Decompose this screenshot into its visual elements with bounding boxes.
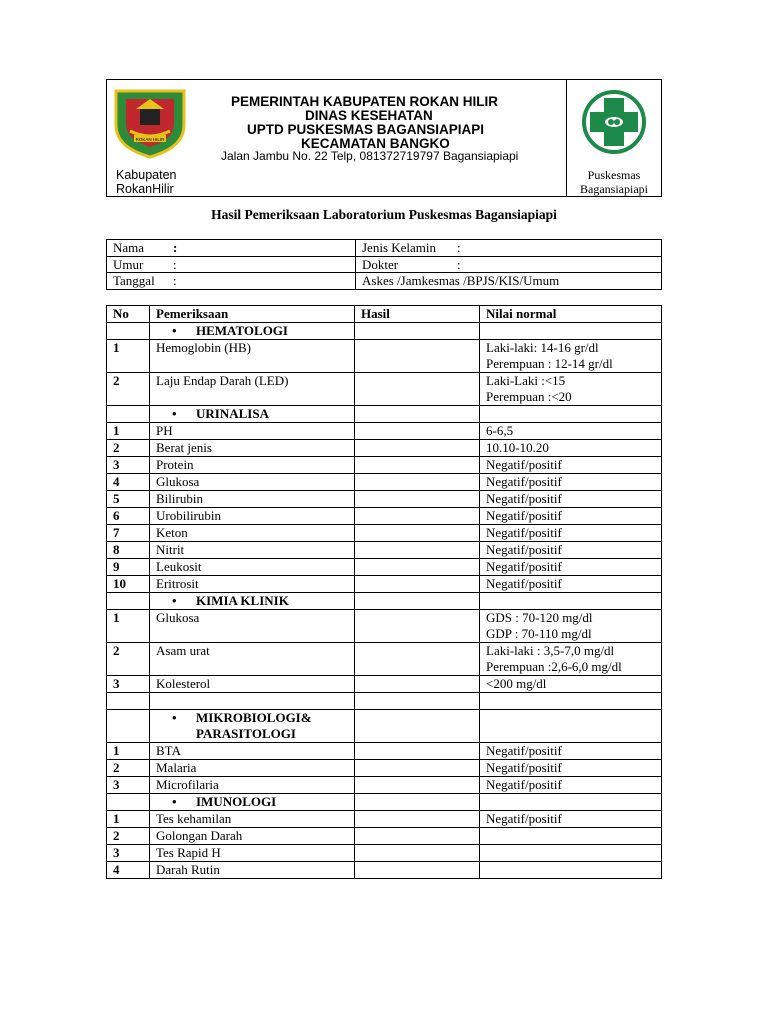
exam-name: Tes Rapid H: [150, 844, 355, 861]
result-cell: [355, 827, 480, 844]
table-row: [107, 810, 662, 827]
table-row: [107, 861, 662, 878]
section-label: URINALISA: [196, 406, 269, 421]
regency-emblem-icon: [112, 87, 188, 159]
table-row: [107, 373, 662, 406]
result-cell: [355, 423, 480, 440]
section-row: [107, 323, 662, 340]
normal-value: Negatif/positif: [480, 810, 662, 827]
result-cell: [355, 340, 480, 373]
header-hasil: Hasil: [355, 306, 480, 323]
bullet-icon: •: [172, 709, 177, 725]
exam-name: Tes kehamilan: [150, 810, 355, 827]
table-header-row: [107, 306, 662, 323]
table-row: [107, 491, 662, 508]
jenis-kelamin-label: Jenis Kelamin: [362, 240, 437, 256]
emblem-text: ROKAN HILIR: [135, 137, 165, 142]
section-row: [107, 793, 662, 810]
result-cell: [355, 776, 480, 793]
puskesmas-caption-line2: Bagansiapiapi: [580, 182, 648, 196]
result-cell: [355, 474, 480, 491]
patient-info-table: [106, 239, 662, 290]
puskesmas-logo-cell: [566, 80, 661, 196]
row-no: 2: [107, 643, 150, 676]
patient-row: [107, 256, 662, 273]
exam-name: Malaria: [150, 759, 355, 776]
header-pemeriksaan: Pemeriksaan: [150, 306, 355, 323]
row-no: 1: [107, 340, 150, 373]
umur-cell: [107, 256, 356, 273]
puskesmas-name: UPTD PUSKESMAS BAGANSIAPIAPI: [247, 122, 485, 137]
section-hematologi: [150, 323, 355, 340]
header-no: No: [107, 306, 150, 323]
row-no: 1: [107, 423, 150, 440]
normal-value: 10.10-10.20: [480, 440, 662, 457]
row-no: 3: [107, 457, 150, 474]
normal-value: Negatif/positif: [480, 457, 662, 474]
result-cell: [355, 810, 480, 827]
district-name: KECAMATAN BANGKO: [301, 136, 450, 151]
result-cell: [355, 491, 480, 508]
result-cell: [355, 844, 480, 861]
table-row: [107, 440, 662, 457]
regency-logo-cell: [107, 80, 197, 196]
section-label: HEMATOLOGI: [196, 323, 288, 338]
table-row: [107, 508, 662, 525]
exam-name: Microfilaria: [150, 776, 355, 793]
tanggal-sep: :: [173, 273, 177, 289]
normal-value: [480, 610, 662, 643]
tanggal-cell: [107, 273, 356, 290]
section-label: KIMIA KLINIK: [196, 593, 289, 608]
exam-name: Glukosa: [150, 610, 355, 643]
table-row: [107, 457, 662, 474]
result-cell: [355, 440, 480, 457]
result-cell: [355, 525, 480, 542]
normal-line: GDP : 70-110 mg/dl: [486, 626, 592, 641]
section-row: [107, 709, 662, 742]
exam-name: Nitrit: [150, 542, 355, 559]
exam-name: Berat jenis: [150, 440, 355, 457]
row-no: 1: [107, 810, 150, 827]
table-row: [107, 542, 662, 559]
bullet-icon: •: [172, 323, 177, 338]
row-no: 2: [107, 759, 150, 776]
jenis-kelamin-sep: :: [457, 240, 461, 256]
patient-row: [107, 240, 662, 257]
result-cell: [355, 542, 480, 559]
lab-results-table: [106, 305, 662, 879]
normal-value: Negatif/positif: [480, 742, 662, 759]
normal-value: Negatif/positif: [480, 759, 662, 776]
header-nilai-normal: Nilai normal: [480, 306, 662, 323]
puskesmas-caption-line1: Puskesmas: [587, 168, 641, 182]
section-label-line2: PARASITOLOGI: [196, 725, 296, 741]
row-no: 3: [107, 676, 150, 693]
document-title: Hasil Pemeriksaan Laboratorium Puskesmas Bagansiapiapi: [211, 207, 557, 222]
result-cell: [355, 457, 480, 474]
regency-caption-line1: Kabupaten: [116, 168, 177, 182]
row-no: 2: [107, 827, 150, 844]
nama-sep: :: [173, 240, 178, 256]
table-row: [107, 474, 662, 491]
result-cell: [355, 576, 480, 593]
row-no: 8: [107, 542, 150, 559]
normal-value: Negatif/positif: [480, 576, 662, 593]
exam-name: Eritrosit: [150, 576, 355, 593]
section-mikrobiologi: [150, 709, 355, 742]
row-no: 3: [107, 844, 150, 861]
table-row: [107, 423, 662, 440]
exam-name: Hemoglobin (HB): [150, 340, 355, 373]
normal-value: Negatif/positif: [480, 491, 662, 508]
normal-line: Perempuan :<20: [486, 389, 572, 404]
empty-row: [107, 693, 662, 710]
normal-value: Negatif/positif: [480, 474, 662, 491]
result-cell: [355, 643, 480, 676]
dokter-label: Dokter: [362, 256, 399, 272]
section-label: MIKROBIOLOGI&: [196, 709, 312, 725]
normal-value: [480, 827, 662, 844]
exam-name: Laju Endap Darah (LED): [150, 373, 355, 406]
table-row: [107, 742, 662, 759]
regency-caption-line2: RokanHilir: [116, 182, 174, 196]
patient-row: [107, 273, 662, 290]
section-row: [107, 406, 662, 423]
umur-label: Umur: [113, 256, 144, 272]
result-cell: [355, 610, 480, 643]
government-name: PEMERINTAH KABUPATEN ROKAN HILIR: [231, 94, 498, 109]
row-no: 4: [107, 861, 150, 878]
nama-label: Nama: [113, 240, 145, 256]
exam-name: PH: [150, 423, 355, 440]
exam-name: Keton: [150, 525, 355, 542]
normal-line: Laki-Laki :<15: [486, 373, 566, 388]
exam-name: Protein: [150, 457, 355, 474]
row-no: 9: [107, 559, 150, 576]
row-no: 5: [107, 491, 150, 508]
normal-line: Laki-laki: 14-16 gr/dl: [486, 340, 599, 355]
address-line: Jalan Jambu No. 22 Telp, 081372719797 Bagansiapiapi: [221, 149, 519, 163]
normal-value: 6-6,5: [480, 423, 662, 440]
bullet-icon: •: [172, 793, 177, 809]
table-row: [107, 759, 662, 776]
normal-value: [480, 373, 662, 406]
dokter-sep: :: [457, 256, 461, 272]
normal-value: [480, 340, 662, 373]
row-no: 2: [107, 373, 150, 406]
table-row: [107, 827, 662, 844]
result-cell: [355, 676, 480, 693]
result-cell: [355, 559, 480, 576]
table-row: [107, 576, 662, 593]
normal-value: [480, 861, 662, 878]
row-no: 2: [107, 440, 150, 457]
exam-name: BTA: [150, 742, 355, 759]
normal-value: Negatif/positif: [480, 525, 662, 542]
normal-line: GDS : 70-120 mg/dl: [486, 610, 593, 625]
result-cell: [355, 508, 480, 525]
normal-value: Negatif/positif: [480, 559, 662, 576]
normal-line: Perempuan :2,6-6,0 mg/dl: [486, 659, 622, 674]
result-cell: [355, 742, 480, 759]
dokter-cell: [356, 256, 662, 273]
puskesmas-cross-icon: [572, 88, 656, 156]
section-row: [107, 593, 662, 610]
letterhead-text: [197, 80, 566, 196]
normal-value: [480, 844, 662, 861]
jenis-kelamin-cell: [356, 240, 662, 257]
section-imunologi: [150, 793, 355, 810]
nama-cell: [107, 240, 356, 257]
exam-name: Bilirubin: [150, 491, 355, 508]
normal-value: Negatif/positif: [480, 776, 662, 793]
normal-value: Negatif/positif: [480, 508, 662, 525]
result-cell: [355, 759, 480, 776]
exam-name: Golongan Darah: [150, 827, 355, 844]
row-no: 7: [107, 525, 150, 542]
table-row: [107, 844, 662, 861]
row-no: 10: [107, 576, 150, 593]
result-cell: [355, 373, 480, 406]
department-name: DINAS KESEHATAN: [305, 108, 433, 123]
table-row: [107, 525, 662, 542]
askes-cell: Askes /Jamkesmas /BPJS/KIS/Umum: [356, 273, 662, 290]
section-urinalisa: [150, 406, 355, 423]
table-row: [107, 776, 662, 793]
bullet-icon: •: [172, 406, 177, 421]
row-no: 4: [107, 474, 150, 491]
normal-value: Negatif/positif: [480, 542, 662, 559]
exam-name: Kolesterol: [150, 676, 355, 693]
table-row: [107, 643, 662, 676]
exam-name: Leukosit: [150, 559, 355, 576]
normal-value: <200 mg/dl: [480, 676, 662, 693]
umur-sep: :: [173, 256, 177, 272]
result-cell: [355, 861, 480, 878]
row-no: 1: [107, 742, 150, 759]
normal-line: Perempuan : 12-14 gr/dl: [486, 356, 613, 371]
table-row: [107, 676, 662, 693]
row-no: 3: [107, 776, 150, 793]
bullet-icon: •: [172, 593, 177, 608]
letterhead: [106, 79, 662, 197]
exam-name: Asam urat: [150, 643, 355, 676]
normal-value: [480, 643, 662, 676]
exam-name: Darah Rutin: [150, 861, 355, 878]
exam-name: Urobilirubin: [150, 508, 355, 525]
table-row: [107, 340, 662, 373]
table-row: [107, 610, 662, 643]
table-row: [107, 559, 662, 576]
exam-name: Glukosa: [150, 474, 355, 491]
normal-line: Laki-laki : 3,5-7,0 mg/dl: [486, 643, 615, 658]
row-no: 1: [107, 610, 150, 643]
tanggal-label: Tanggal: [113, 273, 155, 289]
row-no: 6: [107, 508, 150, 525]
section-kimia-klinik: [150, 593, 355, 610]
section-label: IMUNOLOGI: [196, 793, 277, 809]
